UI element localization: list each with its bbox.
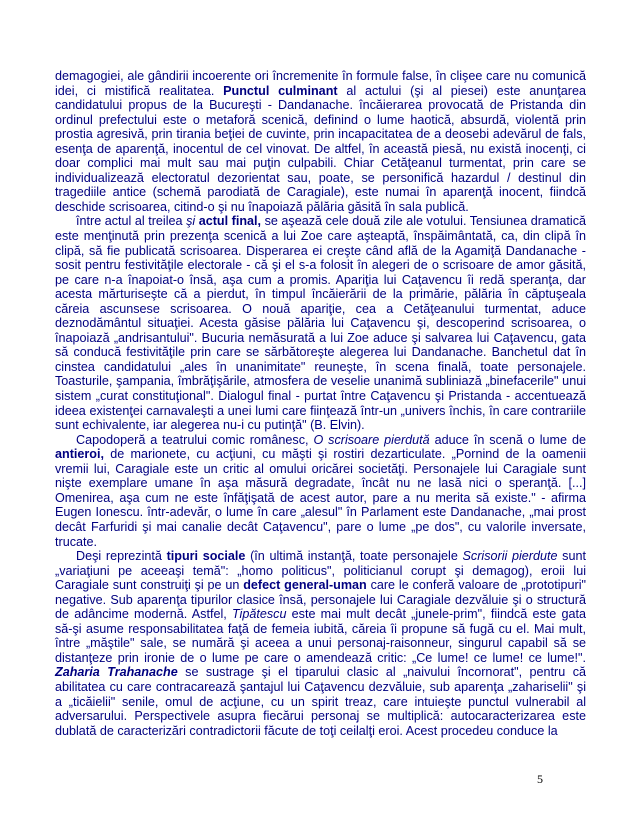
text-run: demagogiei, ale gândirii incoerente ori încremenite în formule false, în clişee care nu comunică idei, ci mistifică realitatea. [55,69,586,98]
emphasis-text: defect general-uman [243,578,367,593]
emphasis-text: şi [186,214,196,229]
text-run: se sustrage şi el tiparului clasic al „naivului încornorat", pentru că abilitatea cu care contracarează şantajul lui Caţavencu dezvăluie, sub aparenţa „zahariselii" şi a „ticăielii" senile, omul de acţiune, cu un spirit treaz, care intuieşte punctul vulnerabil al adversarului. Perspectivele asupra fiecărui personaj se multiplică: autocaracterizarea este dublată de caracterizări contradictorii făcute de toţi ceilalţi eroi. Acest procedeu conduce la [55,665,586,738]
text-run: aduce în scenă o lume de [429,432,586,447]
paragraph-p1 [55,69,586,214]
text-run: se aşează cele două zile ale votului. Tensiunea dramatică este menţinută prin prezenţa scenică a lui Zoe care aşteaptă, înspăimântată, ca, din clipă în clipă, să fie publicată scrisoarea. Disperarea ei creşte când află de la Agamiţă Dandanache - sosit pentru festivităţile electorale - că şi el s-a folosit în alegeri de o scrisoare de amor găsită, pe care n-a înapoiat-o însă, aşa cum a promis. Apariţia lui Caţavencu îi redă speranţa, dar acesta mărturiseşte că a pierdut, în timpul încăierării de la primărie, pălăria în căptuşeala căreia ascunsese scrisoarea. O nouă apariţie, cea a Cetăţeanului turmentat, aduce deznodământul situaţiei. Acesta găsise pălăria lui Caţavencu şi, descoperind scrisoarea, o înapoiază „andrisantului". Bucuria nemăsurată a lui Zoe aduce şi salvarea lui Caţavencu, gata să conducă festivităţile prin care se sărbătoreşte alegerea lui Dandanache. Banchetul dat în cinstea candidatului „ales în unanimitate" reuneşte, în scena finală, toate personajele. Toasturile, şampania, îmbrăţişările, atmosfera de veselie unanimă subliniază „binefacerile" unui sistem „curat constituţional". Dialogul final - purtat între Caţavencu şi Pristanda - accentuează ideea existenţei carnavaleşti a unei lumi care fiinţează într-un „univers închis, în care contrariile sunt echivalente, iar alegerea nu-i cu putinţă" (B. Elvin). [55,214,587,433]
emphasis-text: Scrisorii pierdute [462,549,558,564]
emphasis-text: tipuri sociale [166,549,246,564]
text-run: sunt „variaţiuni pe aceeaşi temă": „homo politicus", politicianul corupt şi demagog), eroii lui Caragiale sunt construiţi şi pe un [55,549,586,593]
emphasis-text: Punctul culminant [223,83,338,98]
page-number: 5 [537,772,543,786]
text-run: (în ultimă instanţă, toate personajele [245,549,463,564]
text-run: de marionete, cu acţiuni, cu măşti şi rostiri dezarticulate. „Pornind de la oamenii vremii lui, Caragiale este un critic al omului oricărei societăţi. Personajele lui Caragiale sunt nişte exemplare umane în aşa măsură degradate, încât nu ne lasă nici o speranţă. [...] Omenirea, aşa cum ne este înfăţişată de acest autor, pare a nu merita să existe." - afirma Eugen Ionescu. într-adevăr, o lume în care „alesul" în Parlament este Dandanache, „mai prost decât Farfuridi şi mai canalie decât Caţavencu", pare o lume „pe dos", cu valorile inversate, trucate. [55,447,586,549]
emphasis-text: Tipătescu [231,607,287,622]
text-run: al actului (şi al piesei) este anunţarea candidatului propus de la Bucureşti - Dandanache. încăierarea provocată de Pristanda din ordinul prefectului este o metaforă scenică, definind o lume haotică, absurdă, violentă prin prostia agresivă, prin tirania beţiei de cuvinte, prin incapacitatea de a deosebi adevărul de fals, esenţa de aparenţă, inocentul de cel vinovat. De altfel, în această piesă, nu există inocenţi, ci doar complici mai mult sau mai puţin culpabili. Chiar Cetăţeanul turmentat, prin care se individualizează electoratul dezorientat sau, poate, se personifică hazardul / destinul din tragediile antice (schemă parodiată de Caragiale), este numai în aparenţă inocent, fiindcă deschide scrisoarea, citind-o şi nu înapoiază pălăria găsită în sala publică. [55,83,586,214]
body-text [55,69,586,738]
text-run: între actul al treilea [76,214,187,229]
text-run: este mai mult decât „junele-prim", fiindcă este gata să-şi asume responsabilitatea faţă de femeia iubită, căreia îi propune să fugă cu el. Mai mult, între „măştile" sale, se numără şi aceea a unui personaj-raisonneur, singurul capabil să se distanţeze prin ironie de o lume pe care o amendează critic: „Ce lume! ce lume! ce lume!". [55,607,586,665]
text-run: Deşi reprezintă [76,549,167,564]
text-run: Capodoperă a teatrului comic românesc, [76,432,314,447]
emphasis-text: antieroi, [55,447,104,462]
paragraph-p3 [55,433,586,549]
emphasis-text: actul final, [198,214,262,229]
paragraph-p4 [55,549,586,738]
text-run: care le conferă valoare de „prototipuri" negative. Sub aparenţa tipurilor clasice însă, personajele lui Caragiale dezvăluie şi o structură de adâncime modernă. Astfel, [55,578,587,622]
emphasis-text: Zaharia Trahanache [55,665,178,680]
emphasis-text: O scrisoare pierdută [313,432,430,447]
paragraph-p2 [55,214,586,432]
